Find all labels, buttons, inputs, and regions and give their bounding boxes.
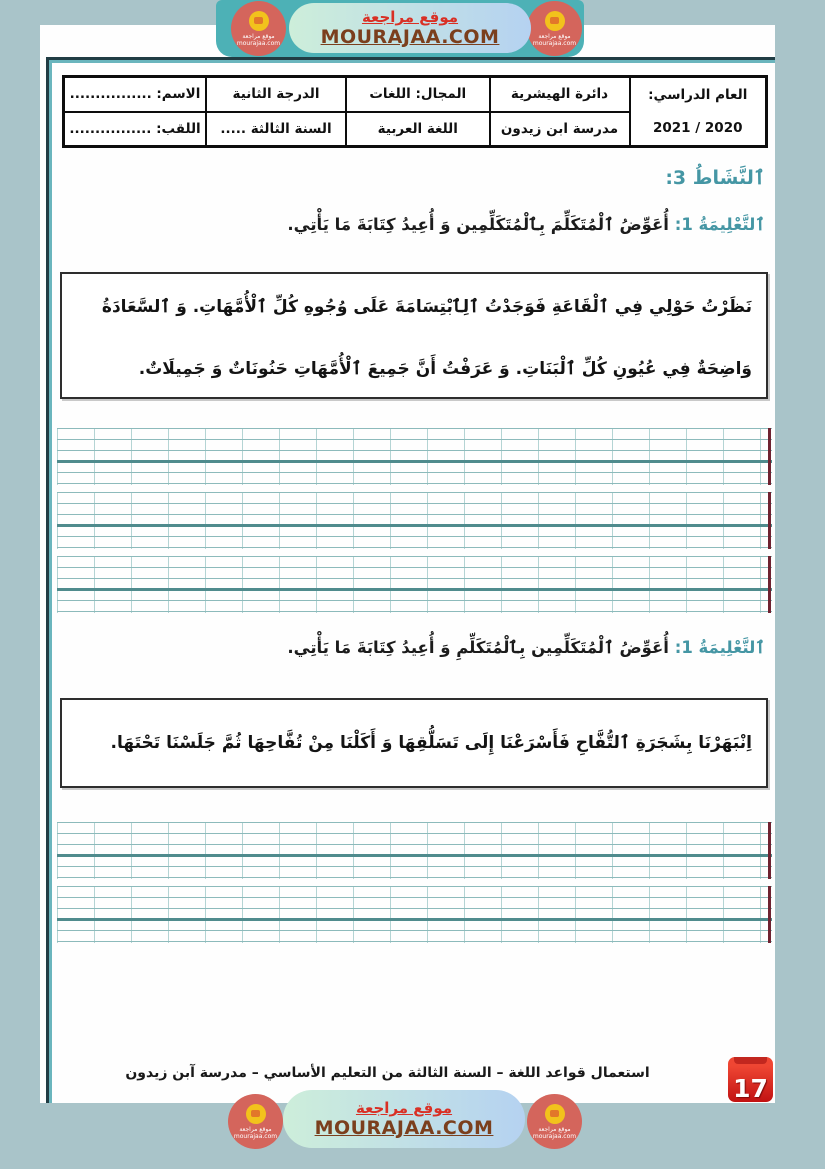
page-number-badge	[728, 1057, 773, 1102]
logo-micro-domain: mourajaa.com	[532, 1132, 577, 1140]
table-cell: 2021 / 2020	[653, 120, 743, 137]
logo-micro-arabic: موقع مراجعة	[538, 1125, 571, 1133]
table-cell: اللقب: ................	[69, 120, 201, 137]
mourajaa-logo-badge	[228, 1094, 283, 1149]
logo-micro-arabic: موقع مراجعة	[239, 1125, 272, 1133]
activity-title: ٱلنَّشَاطُ 3:	[665, 167, 765, 189]
book-icon	[246, 1104, 266, 1124]
table-cell: دائرة الهيشرية	[491, 78, 629, 113]
book-icon	[249, 11, 269, 31]
instruction-1-label: ٱلتَّعْلِيمَةُ 1:	[674, 215, 765, 234]
table-cell: المجال: اللغات	[347, 78, 489, 113]
mourajaa-logo-badge	[527, 1094, 582, 1149]
writing-lines-area-1	[57, 428, 772, 620]
table-cell: مدرسة ابن زيدون	[500, 120, 619, 137]
site-domain-link[interactable]: MOURAJAA.COM	[320, 26, 500, 48]
table-cell: السنة الثالثة .....	[220, 120, 332, 137]
header-table-column-subject	[345, 78, 489, 145]
logo-micro-domain: mourajaa.com	[233, 1132, 278, 1140]
writing-lines-area-2	[57, 822, 772, 950]
logo-micro-domain: mourajaa.com	[236, 39, 281, 47]
passage-1-line-2: وَاضِحَةٌ فِي عُيُونِ كُلِّ ٱلْبَنَاتِ. وَ عَرَفْتُ أَنَّ جَمِيعَ ٱلْأُمَّهَاتِ حَنُونَاتٌ وَ جَمِيلَاتٌ.	[138, 359, 752, 379]
passage-2-line-1: اِنْبَهَرْنَا بِشَجَرَةِ ٱلتُّفَّاحِ فَأَسْرَعْنَا إِلَى تَسَلُّقِهَا وَ أَكَلْنَا مِنْ تُفَّاحِهَا ثُمَّ جَلَسْنَا تَحْتَهَا.	[110, 733, 752, 753]
ruled-writing-block	[57, 492, 772, 549]
footer-caption: استعمال قواعد اللغة – السنة الثالثة من التعليم الأساسي – مدرسة آبن زيدون	[125, 1065, 650, 1081]
site-name-arabic: موقع مراجعة	[361, 8, 459, 26]
instruction-2-text: أُعَوِّضُ ٱلْمُتَكَلِّمِين بِٱلْمُتَكَلِّمِ وَ أُعِيدُ كِتَابَةَ مَا يَأْتِي.	[287, 638, 675, 657]
table-cell: الدرجة الثانية	[207, 78, 345, 113]
header-table-column-district-school	[489, 78, 629, 145]
mourajaa-logo-badge	[231, 1, 286, 56]
site-domain-link[interactable]: MOURAJAA.COM	[314, 1117, 494, 1139]
header-table-column-school-year	[629, 78, 766, 145]
document-page	[40, 25, 775, 1103]
instruction-2	[50, 638, 765, 657]
table-cell: العام الدراسي:	[648, 86, 748, 103]
header-table	[62, 75, 768, 148]
page-number: 17	[733, 1073, 768, 1103]
ruled-writing-block	[57, 886, 772, 943]
instruction-2-label: ٱلتَّعْلِيمَةُ 1:	[674, 638, 765, 657]
ruled-writing-block	[57, 822, 772, 879]
top-banner-pill	[289, 3, 531, 53]
instruction-1	[50, 215, 765, 234]
passage-1-line-1: نَظَرْتُ حَوْلِي فِي ٱلْقَاعَةِ فَوَجَدْتُ ٱلِٱبْتِسَامَةَ عَلَى وُجُوهِ كُلِّ ٱلْأُمَّهَاتِ. وَ ٱلسَّعَادَةُ	[101, 297, 752, 317]
book-icon	[545, 11, 565, 31]
passage-box-2	[60, 698, 768, 788]
bottom-banner-pill	[283, 1090, 525, 1148]
book-icon	[545, 1104, 565, 1124]
site-name-arabic: موقع مراجعة	[355, 1099, 453, 1117]
instruction-1-text: أُعَوِّضُ ٱلْمُتَكَلِّمَ بِٱلْمُتَكَلِّمِين وَ أُعِيدُ كِتَابَةَ مَا يَأْتِي.	[287, 215, 675, 234]
ruled-writing-block	[57, 556, 772, 613]
mourajaa-logo-badge	[527, 1, 582, 56]
header-table-column-student-name	[65, 78, 205, 145]
table-cell: اللغة العربية	[377, 120, 458, 137]
logo-micro-arabic: موقع مراجعة	[538, 32, 571, 40]
ruled-writing-block	[57, 428, 772, 485]
passage-box-1	[60, 272, 768, 399]
header-table-column-grade	[205, 78, 345, 145]
table-cell: الاسم: ................	[65, 78, 205, 113]
logo-micro-domain: mourajaa.com	[532, 39, 577, 47]
logo-micro-arabic: موقع مراجعة	[242, 32, 275, 40]
